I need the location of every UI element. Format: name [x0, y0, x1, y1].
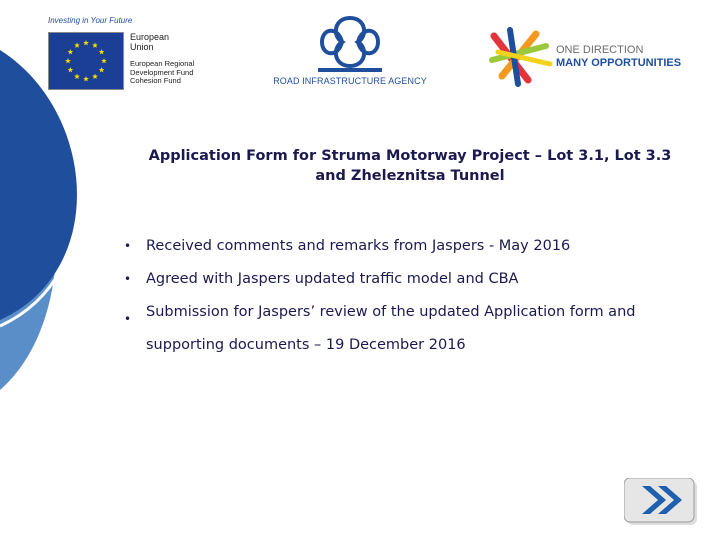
eu-star-icon [68, 67, 74, 72]
eu-star-icon [92, 74, 98, 79]
bullet-text: Agreed with Jaspers updated traffic model and CBA [146, 271, 519, 287]
program-line2: MANY OPPORTUNITIES [556, 57, 682, 69]
eu-name-line1: European [130, 32, 170, 42]
eu-logo [48, 16, 228, 96]
road-infrastructure-agency-logo [262, 14, 438, 92]
double-chevron-right-icon [624, 478, 710, 532]
bullet-text: Received comments and remarks from Jaspers - May 2016 [146, 238, 571, 254]
bullet-text: Submission for Jaspers’ review of the updated Application form and supporting documents – 19 December 2016 [146, 304, 636, 353]
eu-star-icon [83, 40, 89, 45]
eu-fund-line3: Cohesion Fund [130, 76, 181, 85]
bullet-list [124, 236, 704, 375]
eu-star-icon [92, 42, 98, 47]
eu-star-icon [99, 67, 105, 72]
program-line1: ONE DIRECTION [556, 44, 644, 56]
eu-star-icon [99, 49, 105, 54]
one-direction-logo [488, 26, 708, 88]
bullet-icon: • [124, 312, 132, 326]
slide-title-line1: Application Form for Struma Motorway Project – Lot 3.1, Lot 3.3 [148, 148, 672, 164]
bullet-icon: • [124, 239, 132, 253]
eu-name-line2: Union [130, 42, 154, 52]
eu-star-icon [83, 76, 89, 81]
list-item [124, 269, 704, 289]
list-item [124, 236, 704, 256]
eu-fund-line1: European Regional [130, 59, 195, 68]
slide-title-line2: and Zheleznitsa Tunnel [315, 168, 505, 184]
eu-name [130, 32, 226, 52]
slide-title [110, 146, 710, 186]
agency-emblem-icon [262, 14, 438, 74]
list-item [124, 296, 704, 362]
eu-star-icon [74, 42, 80, 47]
eu-fund-line2: Development Fund [130, 67, 194, 77]
eu-flag-icon [48, 32, 124, 90]
agency-name: ROAD INFRASTRUCTURE AGENCY [273, 76, 427, 86]
eu-star-icon [74, 74, 80, 79]
eu-star-icon [101, 58, 107, 63]
next-slide-button[interactable] [624, 478, 710, 532]
eu-star-icon [65, 58, 71, 63]
eu-fund-names [130, 60, 230, 86]
bullet-icon: • [124, 272, 132, 286]
program-emblem-icon [488, 26, 554, 88]
eu-star-icon [68, 49, 74, 54]
eu-tagline: Investing in Your Future [48, 16, 133, 25]
